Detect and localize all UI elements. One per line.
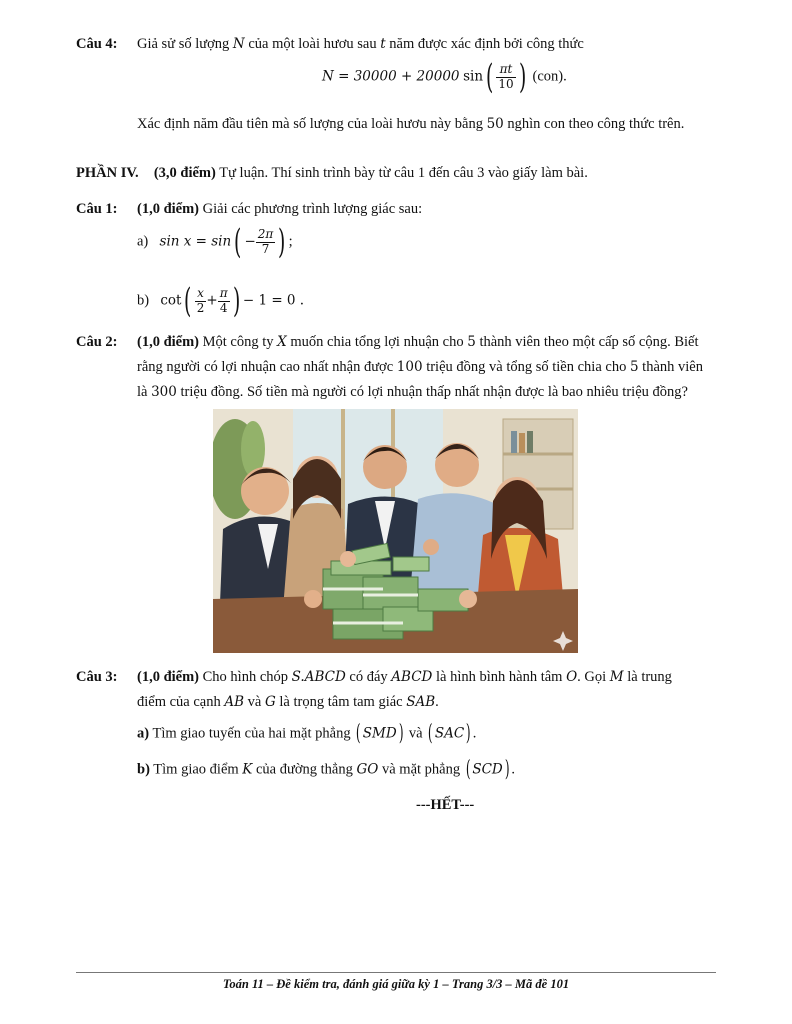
- c1-b-plus: +: [206, 292, 218, 309]
- c1-b-cot: cot: [160, 292, 182, 309]
- part4-heading: [76, 165, 588, 182]
- c1-b: b) cot( $\frac{x}{2}$ + $\frac{\pi}{4}$ ) − 1 = 0 .: [137, 281, 305, 321]
- c2-line-2: rằng người có lợi nhuận cao nhất nhận được 100 triệu đồng và tổng số tiền chia cho 5 thành viên: [137, 359, 703, 375]
- q4-label: Câu 4:: [76, 36, 118, 52]
- c1-intro: [137, 201, 422, 218]
- q4-task-a: Xác định năm đầu tiên mà số lượng của loài hươu này bằng: [137, 116, 483, 132]
- q4-task: [137, 116, 684, 133]
- c1-b-end: − 1 = 0 .: [242, 292, 305, 309]
- c3-line-1: (1,0 điểm) Cho hình chóp S.ABCD có đáy ABCD là hình bình hành tâm O. Gọi M là trung: [137, 669, 672, 685]
- c1-a: a) sin x = sin( − $\frac{2\pi}{7}$ ) ;: [137, 222, 293, 262]
- c1-points: (1,0 điểm): [137, 201, 200, 217]
- c3-line-2: điểm của cạnh AB và G là trọng tâm tam giác SAB.: [137, 694, 439, 710]
- end-mark: ---HẾT---: [416, 797, 475, 813]
- c1-a-lhs: sin x = sin: [159, 233, 232, 250]
- team-money-illustration: [213, 409, 578, 653]
- q4-intro: [137, 36, 584, 53]
- c3-a: a) Tìm giao tuyến của hai mặt phẳng ( SMD) và ( SAC) .: [137, 721, 477, 746]
- c1-b-label: b): [137, 292, 150, 309]
- q4-var-n: N: [232, 36, 245, 52]
- c2-var-x: X: [277, 334, 287, 350]
- q4-formula-sin: sin: [463, 68, 484, 85]
- part4-title: PHẦN IV.: [76, 165, 139, 181]
- c2-points: (1,0 điểm): [137, 334, 200, 350]
- footer-divider: [76, 972, 716, 973]
- c3-a-label: a): [137, 725, 150, 742]
- q4-formula-lhs: N = 30000 + 20000: [322, 68, 460, 85]
- c2-line-1: (1,0 điểm) Một công ty X muốn chia tổng lợi nhuận cho 5 thành viên theo một cấp số cộng. Biết: [137, 334, 699, 350]
- part4-points: (3,0 điểm): [153, 165, 216, 181]
- c1-b-fraction-2: $\frac{\pi}{4}$: [219, 285, 228, 315]
- c1-b-fraction-1: $\frac{x}{2}$: [196, 285, 205, 315]
- c1-a-minus: −: [244, 233, 256, 250]
- c1-a-label: a): [137, 233, 149, 250]
- q4-formula-unit: (con).: [532, 68, 567, 85]
- q4-task-value: 50: [486, 116, 504, 132]
- q4-task-b: nghìn con theo công thức trên.: [507, 116, 685, 132]
- q4-var-t: t: [380, 36, 386, 52]
- c1-a-end: ;: [288, 233, 293, 250]
- page-footer: Toán 11 – Đề kiểm tra, đánh giá giữa kỳ 1 – Trang 3/3 – Mã đề 101: [222, 977, 570, 991]
- c2-label: Câu 2:: [76, 334, 118, 350]
- c3-points: (1,0 điểm): [137, 669, 200, 685]
- c1-text: Giải các phương trình lượng giác sau:: [202, 201, 423, 217]
- c1-label: Câu 1:: [76, 201, 118, 217]
- c3-label: Câu 3:: [76, 669, 118, 685]
- c3-b-label: b): [137, 761, 150, 778]
- c1-a-fraction: $\frac{2\pi}{7}$: [257, 226, 274, 256]
- part4-desc: Tự luận. Thí sinh trình bày từ câu 1 đến câu 3 vào giấy làm bài.: [219, 165, 588, 181]
- q4-fraction: $\frac{\pi t}{10}$: [498, 61, 514, 91]
- q4-intro-a: Giả sử số lượng: [137, 36, 230, 52]
- c2-line-3: là 300 triệu đồng. Số tiền mà người có lợi nhuận thấp nhất nhận được là bao nhiêu triệu đồng?: [137, 384, 688, 400]
- q4-intro-b: của một loài hươu sau: [248, 36, 377, 52]
- c3-b: b) Tìm giao điểm K của đường thẳng GO và mặt phẳng ( SCD) .: [137, 757, 515, 782]
- q4-formula: N = 30000 + 20000 sin( $\frac{\pi t}{10}$ ) (con).: [322, 57, 567, 97]
- q4-intro-c: năm được xác định bởi công thức: [389, 36, 584, 52]
